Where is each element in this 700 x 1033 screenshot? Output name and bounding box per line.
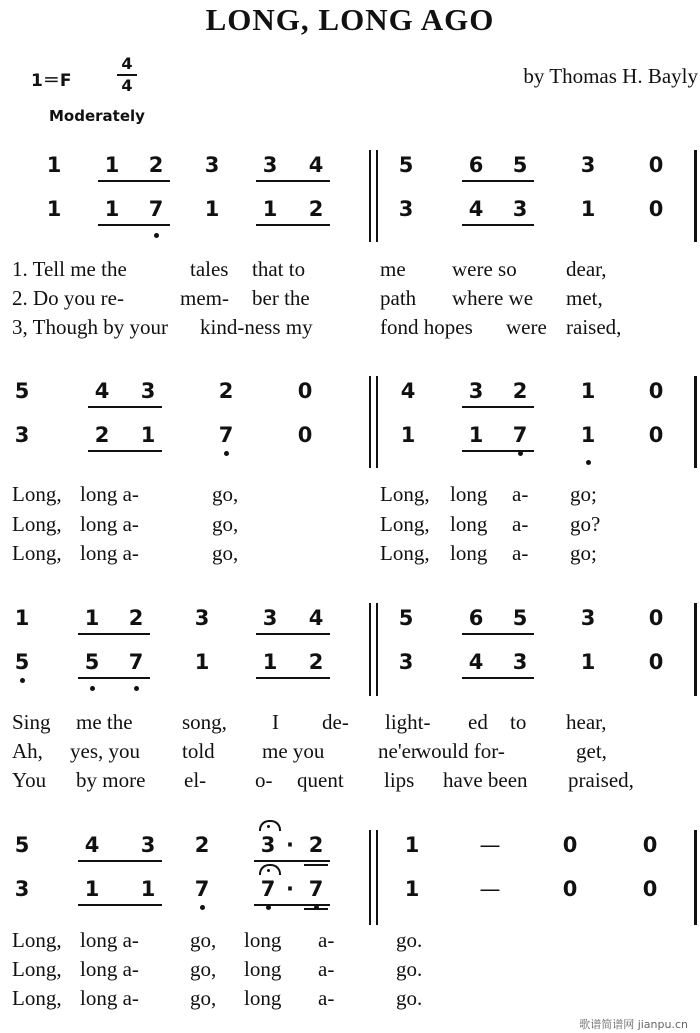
bar-line: [369, 150, 371, 242]
octave-dot: [224, 451, 229, 456]
note-upper: 5: [14, 833, 30, 857]
beam-line: [462, 633, 534, 635]
note-lower: 1: [46, 197, 62, 221]
note-upper: 5: [512, 606, 528, 630]
octave-dot: [154, 233, 159, 238]
note-lower: 2: [308, 650, 324, 674]
note-lower: 1: [400, 423, 416, 447]
lyric-word: el-: [184, 768, 207, 792]
lyric-word: a-: [512, 482, 529, 506]
note-lower: 7: [128, 650, 144, 674]
lyric-word: lips: [384, 768, 415, 792]
note-upper: 3: [580, 153, 596, 177]
note-upper: 2: [512, 379, 528, 403]
lyric-word: tales: [190, 257, 229, 281]
lyric-word: go.: [396, 986, 423, 1010]
lyric-word: o-: [255, 768, 273, 792]
lyric-word: were so: [452, 257, 517, 281]
note-upper: 2: [308, 833, 324, 857]
note-upper: 3: [194, 606, 210, 630]
lyric-word: kind-ness my: [200, 315, 313, 339]
note-lower: 7: [194, 877, 210, 901]
lyric-word: 1. Tell me the: [12, 257, 127, 281]
lyric-word: raised,: [566, 315, 622, 339]
lyric-word: go?: [570, 512, 601, 536]
beam-line: [462, 406, 534, 408]
note-upper: 1: [580, 379, 596, 403]
note-lower: 3: [398, 197, 414, 221]
note-upper: 0: [562, 833, 578, 857]
note-lower: 1: [262, 650, 278, 674]
lyric-word: where we: [452, 286, 534, 310]
fermata-sign: [259, 820, 281, 831]
lyric-word: long: [244, 957, 282, 981]
lyric-word: a-: [512, 541, 529, 565]
lyric-word: You: [12, 768, 47, 792]
bar-line: [376, 603, 378, 696]
note-lower: 3: [512, 650, 528, 674]
lyric-word: me you: [262, 739, 325, 763]
note-upper: 0: [648, 379, 664, 403]
lyric-word: ne'er: [378, 739, 418, 763]
lyric-word: Ah,: [12, 739, 43, 763]
lyric-word: Long,: [380, 482, 430, 506]
beam-line: [256, 180, 330, 182]
time-signature-top: 4: [121, 54, 133, 73]
lyric-word: long a-: [80, 928, 139, 952]
beam-line: [78, 904, 162, 906]
lyric-word: hear,: [566, 710, 607, 734]
note-lower: 0: [648, 423, 664, 447]
lyric-word: long a-: [80, 541, 139, 565]
note-lower: —: [479, 877, 501, 901]
lyric-word: would for-: [416, 739, 505, 763]
note-upper: 1: [84, 606, 100, 630]
fermata-sign: [259, 864, 281, 875]
lyric-word: long: [450, 541, 488, 565]
note-lower: 1: [404, 877, 420, 901]
beam-line: [462, 180, 534, 182]
note-upper: 4: [94, 379, 110, 403]
author-credit: by Thomas H. Bayly: [523, 64, 698, 88]
note-upper: 3: [262, 606, 278, 630]
note-lower: 7: [260, 877, 276, 901]
note-lower: 1: [104, 197, 120, 221]
octave-dot: [20, 678, 25, 683]
note-lower: 5: [84, 650, 100, 674]
note-upper: 1: [46, 153, 62, 177]
lyric-word: mem-: [180, 286, 229, 310]
note-lower: 1: [580, 197, 596, 221]
note-lower: 4: [468, 650, 484, 674]
note-lower: 1: [204, 197, 220, 221]
note-upper: 4: [308, 606, 324, 630]
lyric-word: Long,: [380, 512, 430, 536]
note-upper: 2: [218, 379, 234, 403]
note-lower: 1: [140, 877, 156, 901]
beam-line: [88, 406, 162, 408]
beam-line: [98, 180, 170, 182]
lyric-word: me the: [76, 710, 133, 734]
lyric-word: dear,: [566, 257, 607, 281]
lyric-word: a-: [512, 512, 529, 536]
end-bar-line: [694, 150, 697, 242]
lyric-word: go,: [212, 512, 239, 536]
note-upper: 0: [642, 833, 658, 857]
note-lower: 0: [648, 650, 664, 674]
octave-dot: [200, 905, 205, 910]
note-upper: 3: [580, 606, 596, 630]
key-signature: 1＝F: [31, 71, 72, 91]
octave-dot: [518, 451, 523, 456]
lyric-word: de-: [322, 710, 349, 734]
beam-line: [98, 224, 170, 226]
lyric-word: told: [182, 739, 215, 763]
note-upper: 6: [468, 153, 484, 177]
note-upper: 1: [14, 606, 30, 630]
lyric-word: long a-: [80, 482, 139, 506]
lyric-word: go.: [396, 957, 423, 981]
note-upper: 3: [260, 833, 276, 857]
lyric-word: Long,: [380, 541, 430, 565]
note-upper: 0: [297, 379, 313, 403]
lyric-word: praised,: [568, 768, 634, 792]
note-lower: 5: [14, 650, 30, 674]
note-upper: 6: [468, 606, 484, 630]
beam-line: [78, 677, 150, 679]
note-upper: 1: [404, 833, 420, 857]
beam-line: [256, 633, 330, 635]
bar-line: [369, 603, 371, 696]
note-lower: 7: [512, 423, 528, 447]
note-upper: 4: [308, 153, 324, 177]
note-upper: 3: [140, 833, 156, 857]
beam-line: [254, 860, 330, 862]
note-lower: ·: [286, 877, 294, 901]
lyric-word: go,: [190, 986, 217, 1010]
beam-line: [462, 677, 534, 679]
lyric-word: a-: [318, 986, 335, 1010]
note-upper: 4: [84, 833, 100, 857]
lyric-word: to: [510, 710, 527, 734]
lyric-word: Long,: [12, 512, 62, 536]
lyric-word: path: [380, 286, 417, 310]
lyric-word: long: [244, 928, 282, 952]
end-bar-line: [694, 376, 697, 468]
note-upper: 4: [400, 379, 416, 403]
note-lower: 1: [580, 423, 596, 447]
tempo-marking: Moderately: [49, 107, 145, 125]
lyric-word: a-: [318, 957, 335, 981]
note-upper: 5: [14, 379, 30, 403]
note-upper: 3: [468, 379, 484, 403]
lyric-word: long a-: [80, 957, 139, 981]
note-lower: 1: [580, 650, 596, 674]
time-signature: [117, 56, 137, 94]
lyric-word: long: [450, 512, 488, 536]
lyric-word: song,: [182, 710, 227, 734]
note-upper: 3: [140, 379, 156, 403]
lyric-word: 3, Though by your: [12, 315, 168, 339]
lyric-word: go;: [570, 482, 597, 506]
beam-line: [462, 224, 534, 226]
note-lower: 2: [94, 423, 110, 447]
lyric-word: 2. Do you re-: [12, 286, 124, 310]
lyric-word: me: [380, 257, 406, 281]
note-upper: 0: [648, 606, 664, 630]
lyric-word: light-: [385, 710, 431, 734]
beam-line: [462, 450, 534, 452]
note-upper: 1: [104, 153, 120, 177]
lyric-word: go,: [212, 541, 239, 565]
lyric-word: met,: [566, 286, 603, 310]
bar-line: [369, 376, 371, 468]
note-upper: 3: [204, 153, 220, 177]
lyric-word: have been: [443, 768, 528, 792]
lyric-word: go,: [190, 957, 217, 981]
note-upper: ·: [286, 833, 294, 857]
lyric-word: fond hopes: [380, 315, 473, 339]
lyric-word: a-: [318, 928, 335, 952]
note-lower: 7: [218, 423, 234, 447]
lyric-word: go,: [212, 482, 239, 506]
note-lower: 1: [84, 877, 100, 901]
beam-line: [78, 860, 162, 862]
bar-line: [376, 830, 378, 925]
bar-line: [369, 830, 371, 925]
octave-dot: [266, 905, 271, 910]
lyric-word: Long,: [12, 957, 62, 981]
lyric-word: long: [244, 986, 282, 1010]
note-lower: 3: [512, 197, 528, 221]
note-lower: 2: [308, 197, 324, 221]
note-lower: 3: [398, 650, 414, 674]
lyric-word: Sing: [12, 710, 51, 734]
note-lower: 7: [308, 877, 324, 901]
bar-line: [376, 150, 378, 242]
note-lower: 0: [297, 423, 313, 447]
fermata-dot: [267, 869, 270, 872]
end-bar-line: [694, 830, 697, 925]
lyric-word: ber the: [252, 286, 310, 310]
lyric-word: yes, you: [70, 739, 140, 763]
site-watermark: 歌谱简谱网 jianpu.cn: [579, 1018, 688, 1031]
note-lower: 0: [648, 197, 664, 221]
octave-dot: [586, 460, 591, 465]
beam-line: [256, 224, 330, 226]
note-upper: 0: [648, 153, 664, 177]
beam-line: [78, 633, 150, 635]
bar-line: [376, 376, 378, 468]
lyric-word: long a-: [80, 512, 139, 536]
note-lower: 1: [140, 423, 156, 447]
note-upper: 2: [194, 833, 210, 857]
note-lower: 3: [14, 423, 30, 447]
octave-dot: [134, 686, 139, 691]
beam-line: [304, 864, 328, 866]
end-bar-line: [694, 603, 697, 696]
note-lower: 3: [14, 877, 30, 901]
note-upper: 5: [398, 606, 414, 630]
octave-dot: [90, 686, 95, 691]
lyric-word: Long,: [12, 482, 62, 506]
note-upper: 2: [128, 606, 144, 630]
lyric-word: go,: [190, 928, 217, 952]
lyric-word: go.: [396, 928, 423, 952]
beam-line: [88, 450, 162, 452]
lyric-word: ed: [468, 710, 488, 734]
note-lower: 4: [468, 197, 484, 221]
note-upper: 3: [262, 153, 278, 177]
lyric-word: by more: [76, 768, 146, 792]
beam-line: [304, 908, 328, 910]
note-lower: 1: [262, 197, 278, 221]
note-upper: —: [479, 833, 501, 857]
lyric-word: Long,: [12, 986, 62, 1010]
note-lower: 0: [642, 877, 658, 901]
lyric-word: that to: [252, 257, 306, 281]
lyric-word: long: [450, 482, 488, 506]
fermata-dot: [267, 825, 270, 828]
note-upper: 5: [512, 153, 528, 177]
lyric-word: get,: [576, 739, 607, 763]
note-upper: 5: [398, 153, 414, 177]
lyric-word: were: [506, 315, 547, 339]
lyric-word: long a-: [80, 986, 139, 1010]
lyric-word: go;: [570, 541, 597, 565]
note-lower: 1: [194, 650, 210, 674]
lyric-word: I: [272, 710, 279, 734]
lyric-word: quent: [297, 768, 344, 792]
lyric-word: Long,: [12, 541, 62, 565]
note-lower: 1: [468, 423, 484, 447]
note-lower: 7: [148, 197, 164, 221]
time-signature-bottom: 4: [121, 76, 133, 95]
beam-line: [256, 677, 330, 679]
song-title: LONG, LONG AGO: [205, 2, 495, 37]
note-lower: 0: [562, 877, 578, 901]
note-upper: 2: [148, 153, 164, 177]
lyric-word: Long,: [12, 928, 62, 952]
